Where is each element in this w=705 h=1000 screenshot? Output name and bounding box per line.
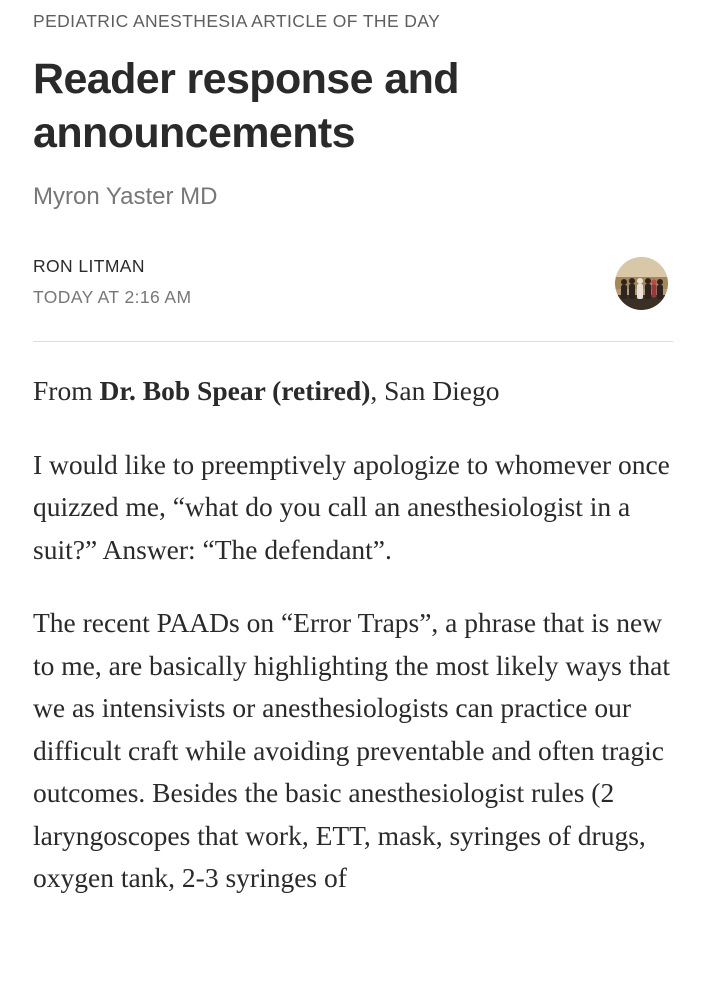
byline-divider	[33, 341, 673, 342]
body-paragraph: The recent PAADs on “Error Traps”, a phrase that is new to me, are basically highlighting the most likely ways that we as intensivists or anesthesiologists can practice our difficult craft while avoiding preventable and often tragic outcomes. Besides the basic anesthesiologist rules (2 laryngoscopes that work, ETT, mask, syringes of drugs, oxygen tank, 2-3 syringes of	[33, 607, 670, 893]
intro-location: , San Diego	[370, 375, 500, 406]
intro-from: From	[33, 375, 100, 406]
intro-paragraph	[33, 370, 673, 413]
publication-name[interactable]: PEDIATRIC ANESTHESIA ARTICLE OF THE DAY	[33, 11, 441, 31]
byline	[33, 256, 673, 314]
post-timestamp: TODAY AT 2:16 AM	[33, 287, 192, 307]
author-avatar[interactable]	[615, 257, 668, 310]
group-photo-avatar-icon	[615, 257, 668, 310]
article-title: Reader response and announcements	[33, 55, 459, 157]
author-name[interactable]: RON LITMAN	[33, 256, 145, 276]
body-paragraph: I would like to preemptively apologize to whomever once quizzed me, “what do you call an anesthesiologist in a suit?” Answer: “The defendant”.	[33, 448, 670, 565]
article-body	[33, 370, 673, 931]
intro-person: Dr. Bob Spear (retired)	[99, 375, 371, 406]
article-subtitle: Myron Yaster MD	[33, 183, 218, 210]
